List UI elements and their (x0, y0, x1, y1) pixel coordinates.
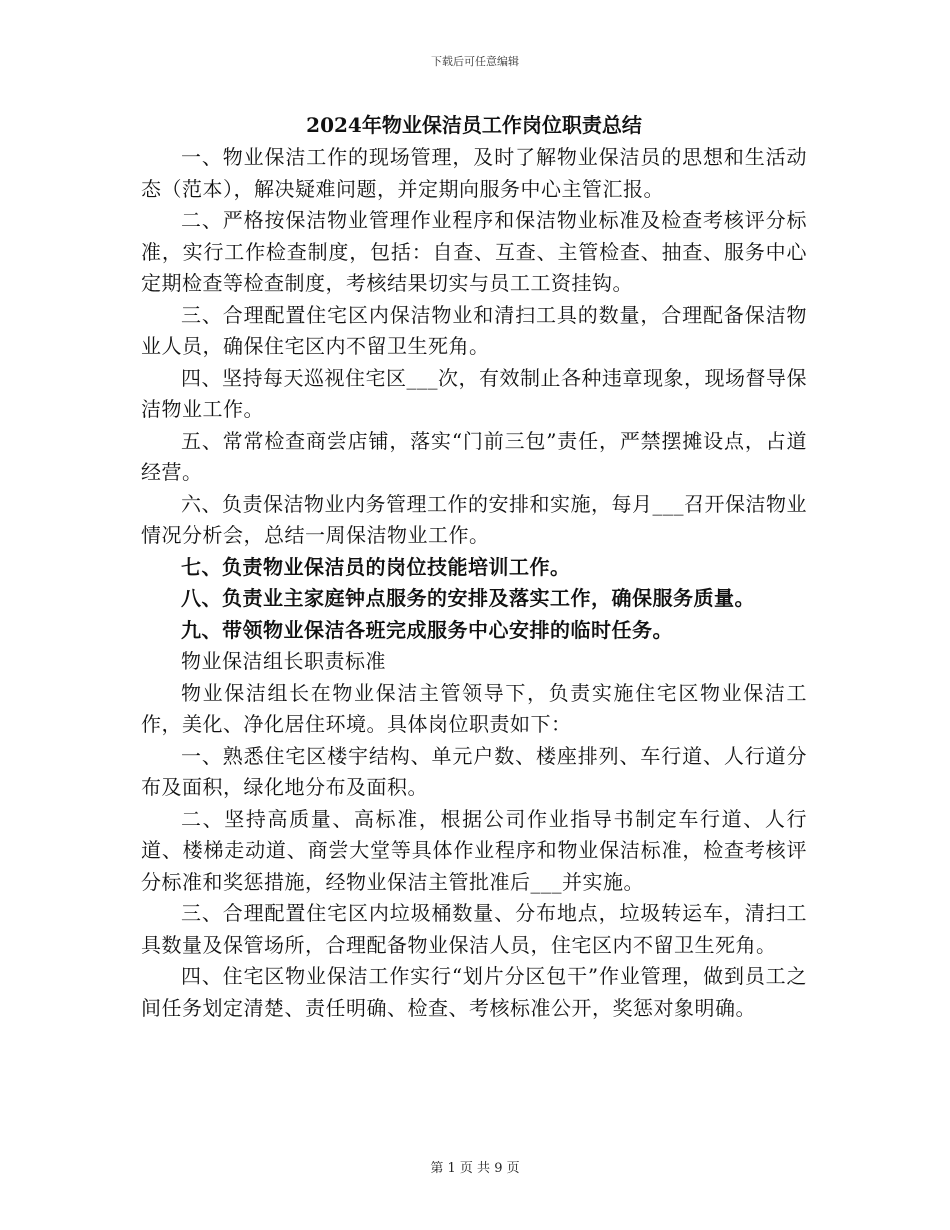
paragraph-leader-2: 二、坚持高质量、高标准，根据公司作业指导书制定车行道、人行道、楼梯走动道、商尝大堂等具体作业程序和物业保洁标准，检查考核评分标准和奖惩措施，经物业保洁主管批准后___并实施。 (141, 806, 807, 894)
paragraph-leader-4: 四、住宅区物业保洁工作实行“划片分区包干”作业管理，做到员工之间任务划定清楚、责任明确、检查、考核标准公开，奖惩对象明确。 (141, 964, 807, 1020)
paragraph-8: 八、负责业主家庭钟点服务的安排及落实工作，确保服务质量。 (181, 586, 755, 610)
paragraph-4: 四、坚持每天巡视住宅区___次，有效制止各种违章现象，现场督导保洁物业工作。 (141, 365, 807, 421)
section-heading-group-leader: 物业保洁组长职责标准 (181, 649, 386, 673)
paragraph-5: 五、常常检查商尝店铺，落实“门前三包”责任，严禁摆摊设点，占道经营。 (141, 428, 807, 484)
paragraph-leader-1: 一、熟悉住宅区楼宇结构、单元户数、楼座排列、车行道、人行道分布及面积，绿化地分布及面积。 (141, 743, 807, 799)
paragraph-3: 三、合理配置住宅区内保洁物业和清扫工具的数量，合理配备保洁物业人员，确保住宅区内不留卫生死角。 (141, 302, 807, 358)
paragraph-2: 二、严格按保洁物业管理作业程序和保洁物业标准及检查考核评分标准，实行工作检查制度，包括：自查、互查、主管检查、抽查、服务中心定期检查等检查制度，考核结果切实与员工工资挂钩。 (141, 208, 807, 295)
paragraph-7: 七、负责物业保洁员的岗位技能培训工作。 (181, 554, 571, 579)
document-body (141, 108, 807, 1024)
paragraph-9: 九、带领物业保洁各班完成服务中心安排的临时任务。 (181, 617, 673, 642)
paragraph-1: 一、物业保洁工作的现场管理，及时了解物业保洁员的思想和生活动态（范本），解决疑难问题，并定期向服务中心主管汇报。 (141, 145, 807, 201)
document-title: 2024年物业保洁员工作岗位职责总结 (306, 113, 642, 137)
header-note: 下载后可任意编辑 (431, 55, 519, 68)
page-indicator: 第 1 页 共 9 页 (430, 1161, 520, 1176)
paragraph-6: 六、负责保洁物业内务管理工作的安排和实施，每月___召开保洁物业情况分析会，总结一周保洁物业工作。 (141, 491, 807, 547)
paragraph-intro-group-leader: 物业保洁组长在物业保洁主管领导下，负责实施住宅区物业保洁工作，美化、净化居住环境。具体岗位职责如下： (141, 680, 807, 736)
paragraph-leader-3: 三、合理配置住宅区内垃圾桶数量、分布地点，垃圾转运车，清扫工具数量及保管场所，合理配备物业保洁人员，住宅区内不留卫生死角。 (141, 901, 807, 957)
